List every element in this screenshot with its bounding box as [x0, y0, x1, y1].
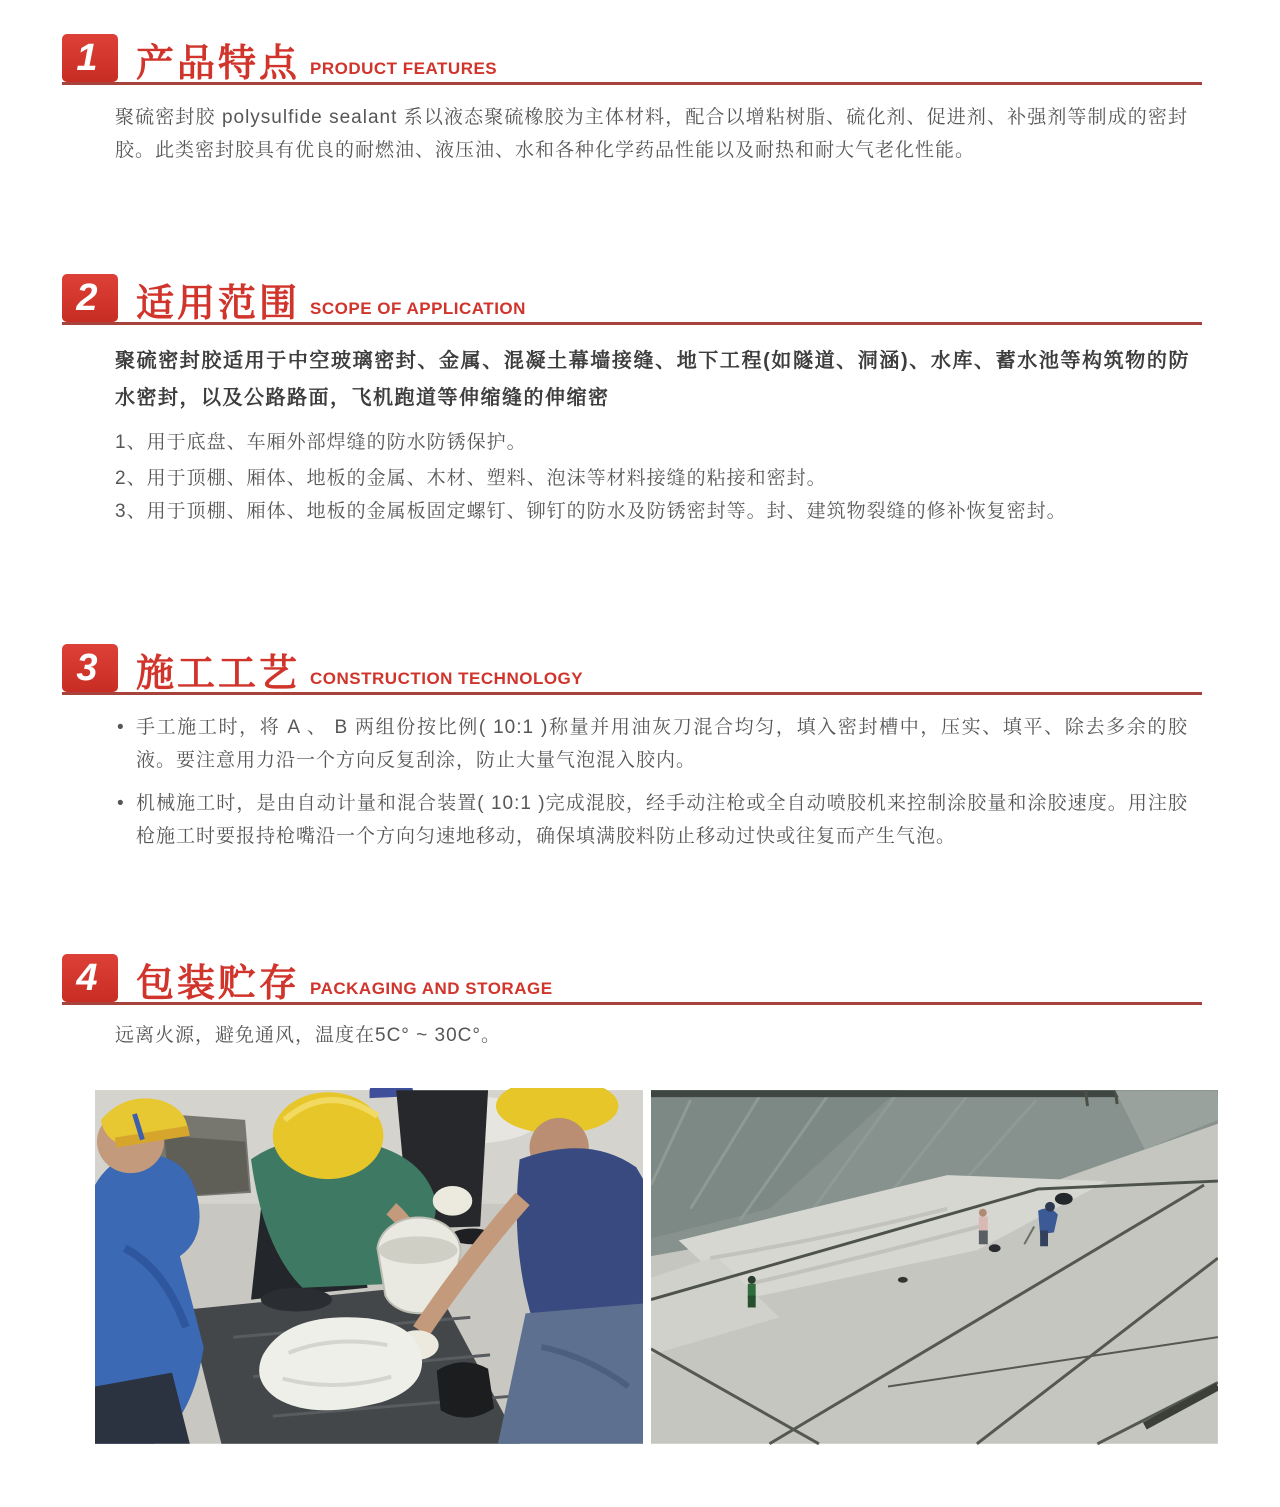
section-1-paragraph: 聚硫密封胶 polysulfide sealant 系以液态聚硫橡胶为主体材料，配合以增粘树脂、硫化剂、促进剂、补强剂等制成的密封胶。此类密封胶具有优良的耐燃油、液压油、水和各种化学药品性能以及耐热和耐大气老化性能。	[115, 107, 1188, 161]
list-item: 2、用于顶棚、厢体、地板的金属、木材、塑料、泡沫等材料接缝的粘接和密封。	[115, 468, 827, 489]
list-item: 1、用于底盘、车厢外部焊缝的防水防锈保护。	[115, 432, 527, 453]
section-4-title-zh: 包装贮存	[136, 962, 301, 1005]
section-3-number: 3	[76, 647, 98, 689]
section-2-lead-paragraph: 聚硫密封胶适用于中空玻璃密封、金属、混凝土幕墙接缝、地下工程(如隧道、洞涵)、水库、蓄水池等构筑物的防水密封，以及公路路面，飞机跑道等伸缩缝的伸缩密	[115, 350, 1190, 409]
section-4-number-badge	[62, 954, 118, 1002]
section-3-title-zh: 施工工艺	[136, 652, 301, 695]
section-4-title-en: PACKAGING AND STORAGE	[310, 979, 553, 998]
section-2-header	[62, 275, 1202, 325]
section-product-features	[62, 35, 1218, 167]
list-item: 3、用于顶棚、厢体、地板的金属板固定螺钉、铆钉的防水及防锈密封等。封、建筑物裂缝的修补恢复密封。	[115, 501, 1067, 522]
section-scope-of-application	[62, 275, 1218, 524]
bullet-item: • 手工施工时，将 A 、 B 两组份按比例( 10:1 )称量并用油灰刀混合均匀，填入密封槽中，压实、填平、除去多余的胶液。要注意用力沿一个方向反复刮涂，防止大量气泡混入胶内。	[117, 711, 1188, 777]
section-1-title-zh: 产品特点	[136, 42, 301, 85]
section-4-header	[62, 955, 1202, 1005]
photo-workers-mixing-sealant	[95, 1088, 643, 1446]
section-construction-technology	[62, 645, 1218, 853]
section-2-number: 2	[76, 277, 98, 319]
section-2-title-zh: 适用范围	[136, 282, 301, 325]
black-trowel	[437, 1362, 494, 1417]
section-4-number: 4	[76, 957, 98, 999]
section-2-number-badge	[62, 274, 118, 322]
section-2-numbered-list	[62, 431, 1218, 524]
dark-bundle	[1055, 1193, 1073, 1205]
worker-pink	[979, 1209, 988, 1245]
section-1-title-en: PRODUCT FEATURES	[310, 59, 498, 78]
photo-row	[95, 1088, 1218, 1446]
section-1-number: 1	[76, 37, 98, 79]
section-3-number-badge	[62, 644, 118, 692]
photo-concrete-slope-joint-sealing	[651, 1088, 1218, 1446]
section-3-bullet-list	[62, 711, 1218, 853]
section-1-header	[62, 35, 1202, 85]
section-1-number-badge	[62, 34, 118, 82]
section-3-title-en: CONSTRUCTION TECHNOLOGY	[310, 669, 584, 688]
section-packaging-and-storage	[62, 955, 1218, 1052]
bullet-item: • 机械施工时，是由自动计量和混合装置( 10:1 )完成混胶，经手动注枪或全自动喷胶机来控制涂胶量和涂胶速度。用注胶枪施工时要报持枪嘴沿一个方向匀速地移动，确保填满胶料防止移动过快或往复而产生气泡。	[117, 787, 1188, 853]
section-4-paragraph: 远离火源，避免通风，温度在5C° ~ 30C°。	[115, 1025, 501, 1046]
worker-green	[748, 1276, 756, 1308]
section-3-header	[62, 645, 1202, 695]
section-2-title-en: SCOPE OF APPLICATION	[310, 299, 526, 318]
